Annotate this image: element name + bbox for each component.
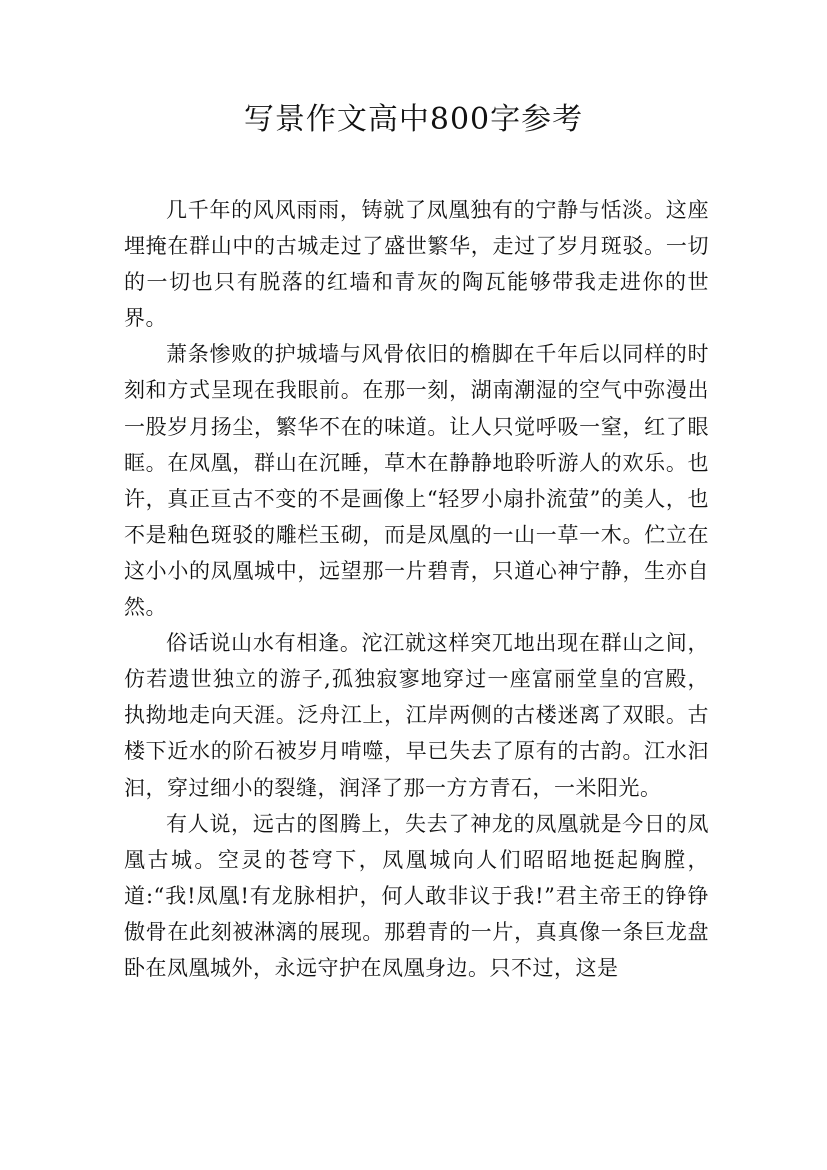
paragraph-1: 几千年的风风雨雨，铸就了凤凰独有的宁静与恬淡。这座埋掩在群山中的古城走过了盛世繁华，走过了岁月斑驳。一切的一切也只有脱落的红墙和青灰的陶瓦能够带我走进你的世界。 [124,198,709,331]
paragraph-2: 萧条惨败的护城墙与风骨依旧的檐脚在千年后以同样的时刻和方式呈现在我眼前。在那一刻，湖南潮湿的空气中弥漫出一股岁月扬尘，繁华不在的味道。让人只觉呼吸一窒，红了眼眶。在凤凰，群山在沉睡，草木在静静地聆听游人的欢乐。也许，真正亘古不变的不是画像上“轻罗小扇扑流萤”的美人，也不是釉色斑驳的雕栏玉砌，而是凤凰的一山一草一木。伫立在这小小的凤凰城中，远望那一片碧青，只道心神宁静，生亦自然。 [124,342,709,620]
paragraph-3: 俗话说山水有相逢。沱江就这样突兀地出现在群山之间，仿若遗世独立的游子,孤独寂寥地穿过一座富丽堂皇的宫殿，执拗地走向天涯。泛舟江上，江岸两侧的古楼迷离了双眼。古楼下近水的阶石被岁月啃噬，早已失去了原有的古韵。江水汩汩，穿过细小的裂缝，润泽了那一方方青石，一米阳光。 [124,631,709,800]
document-title: 写景作文高中800字参考 [243,102,584,137]
document-body [124,192,709,986]
paragraph-4: 有人说，远古的图腾上，失去了神龙的凤凰就是今日的凤凰古城。空灵的苍穹下，凤凰城向人们昭昭地挺起胸膛，道:“我!凤凰!有龙脉相护，何人敢非议于我!”君主帝王的铮铮傲骨在此刻被淋漓的展现。那碧青的一片，真真像一条巨龙盘卧在凤凰城外，永远守护在凤凰身边。只不过，这是 [124,811,709,980]
